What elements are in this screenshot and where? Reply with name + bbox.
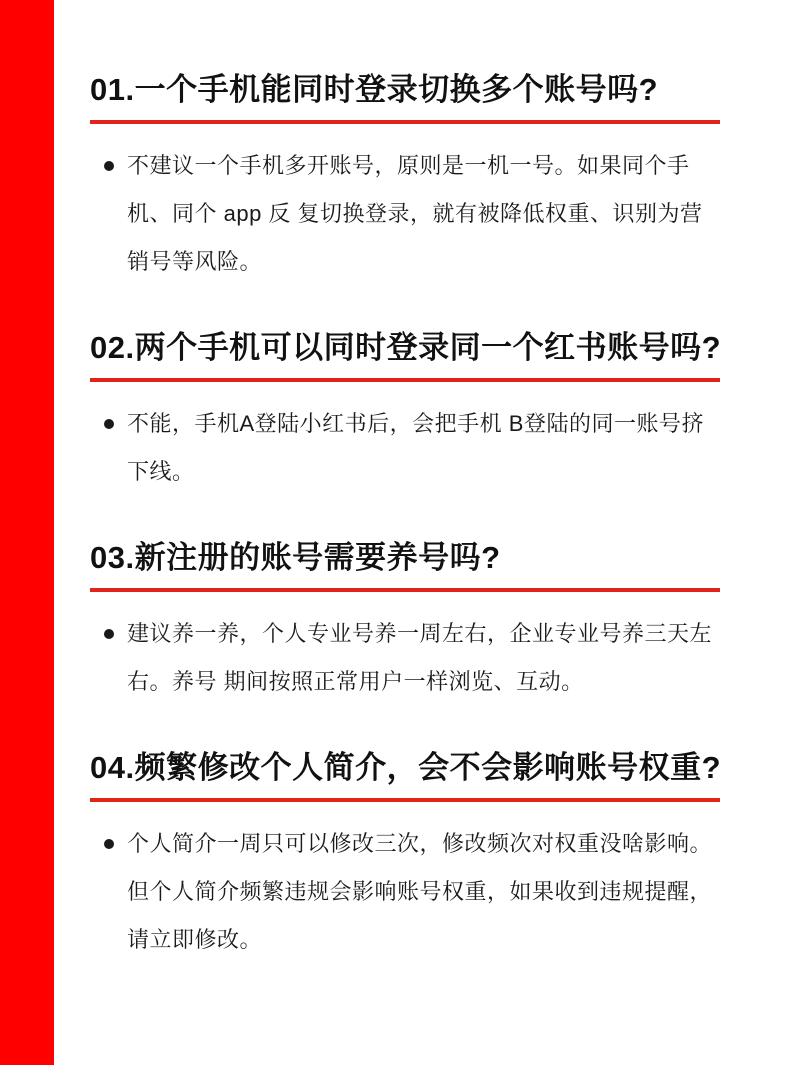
- section-heading: [90, 328, 720, 382]
- bullet-icon: [104, 629, 114, 639]
- content-area: [90, 70, 720, 1006]
- bullet-text: 个人简介一周只可以修改三次，修改频次对权重没啥影响。但个人简介频繁违规会影响账号权重，如果收到违规提醒，请立即修改。: [127, 831, 713, 952]
- left-accent-bar: [0, 0, 54, 1065]
- list-item: [90, 820, 720, 964]
- bullet-text: 建议养一养，个人专业号养一周左右，企业专业号养三天左右。养号 期间按照正常用户一样浏览、互动。: [127, 621, 713, 694]
- list-item: [90, 610, 720, 706]
- section-title: 一个手机能同时登录切换多个账号吗?: [134, 72, 659, 107]
- section-heading: [90, 748, 720, 802]
- section-3: [90, 538, 720, 706]
- section-heading: [90, 538, 720, 592]
- section-number: 02.: [90, 330, 135, 365]
- section-2: [90, 328, 720, 496]
- bullet-list: [90, 400, 720, 496]
- bullet-icon: [104, 839, 114, 849]
- section-1: [90, 70, 720, 286]
- bullet-list: [90, 142, 720, 286]
- section-title: 频繁修改个人简介，会不会影响账号权重?: [134, 750, 722, 785]
- section-number: 04.: [90, 750, 135, 785]
- section-number: 01.: [90, 72, 135, 107]
- bullet-list: [90, 820, 720, 964]
- bullet-list: [90, 610, 720, 706]
- section-title: 两个手机可以同时登录同一个红书账号吗?: [134, 330, 722, 365]
- section-number: 03.: [90, 540, 135, 575]
- list-item: [90, 142, 720, 286]
- section-heading: [90, 70, 720, 124]
- section-title: 新注册的账号需要养号吗?: [134, 540, 501, 575]
- bullet-icon: [104, 419, 114, 429]
- bullet-text: 不能，手机A登陆小红书后，会把手机 B登陆的同一账号挤下线。: [127, 411, 704, 484]
- section-4: [90, 748, 720, 964]
- list-item: [90, 400, 720, 496]
- bullet-icon: [104, 161, 114, 171]
- bullet-text: 不建议一个手机多开账号，原则是一机一号。如果同个手机、同个 app 反 复切换登录，就有被降低权重、识别为营销号等风险。: [127, 153, 703, 274]
